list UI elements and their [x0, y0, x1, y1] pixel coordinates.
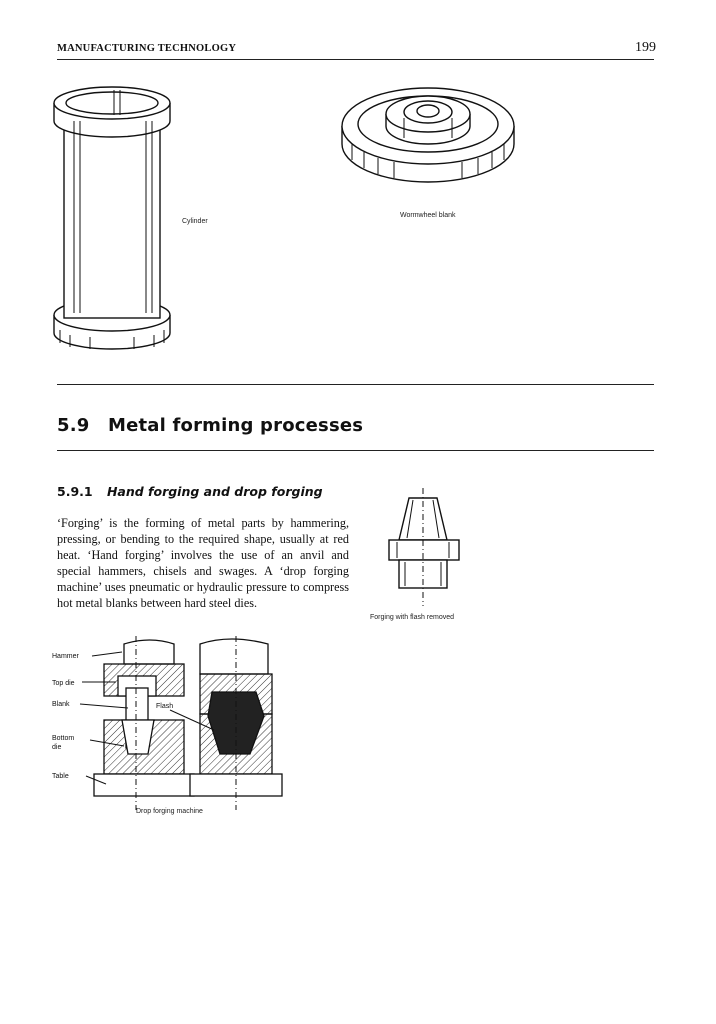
blank-label: Blank — [52, 701, 70, 708]
subsection-number: 5.9.1 — [57, 484, 93, 499]
table-label: Table — [52, 773, 69, 780]
forging-caption: Forging with flash removed — [370, 614, 455, 621]
cylinder-caption: Cylinder — [182, 218, 208, 225]
section-rule-bottom — [57, 450, 654, 451]
bottom-die-label-line2: die — [52, 744, 62, 751]
forging-figure — [383, 488, 465, 608]
flash-label: Flash — [156, 703, 174, 710]
header-rule — [57, 59, 654, 60]
section-rule-top — [57, 384, 654, 385]
drop-forging-figure — [50, 634, 290, 819]
wormwheel-figure — [338, 78, 518, 183]
section-title — [57, 415, 363, 436]
running-head: MANUFACTURING TECHNOLOGY — [57, 43, 237, 54]
drop-forging-caption: Drop forging machine — [136, 808, 203, 815]
section-title-text: Metal forming processes — [107, 415, 364, 436]
subsection-title-text: Hand forging and drop forging — [106, 484, 323, 499]
page-number: 199 — [635, 40, 656, 55]
section-number: 5.9 — [57, 415, 90, 436]
bottom-die-label-line1: Bottom — [52, 735, 75, 742]
body-paragraph: ‘Forging’ is the forming of metal parts by hammering, pressing, or bending to the required shape, usually at red heat. ‘Hand forging’ involves the use of an anvil and special hammers, chisels and swages. A ‘drop forging machine’ uses pneumatic or hydraulic pressure to compress hot metal blanks between hard steel dies. — [57, 516, 349, 610]
wormwheel-caption: Wormwheel blank — [400, 212, 456, 219]
cylinder-figure — [50, 75, 175, 355]
hammer-label: Hammer — [52, 653, 79, 660]
top-die-label: Top die — [52, 680, 75, 687]
subsection-title — [57, 484, 323, 499]
